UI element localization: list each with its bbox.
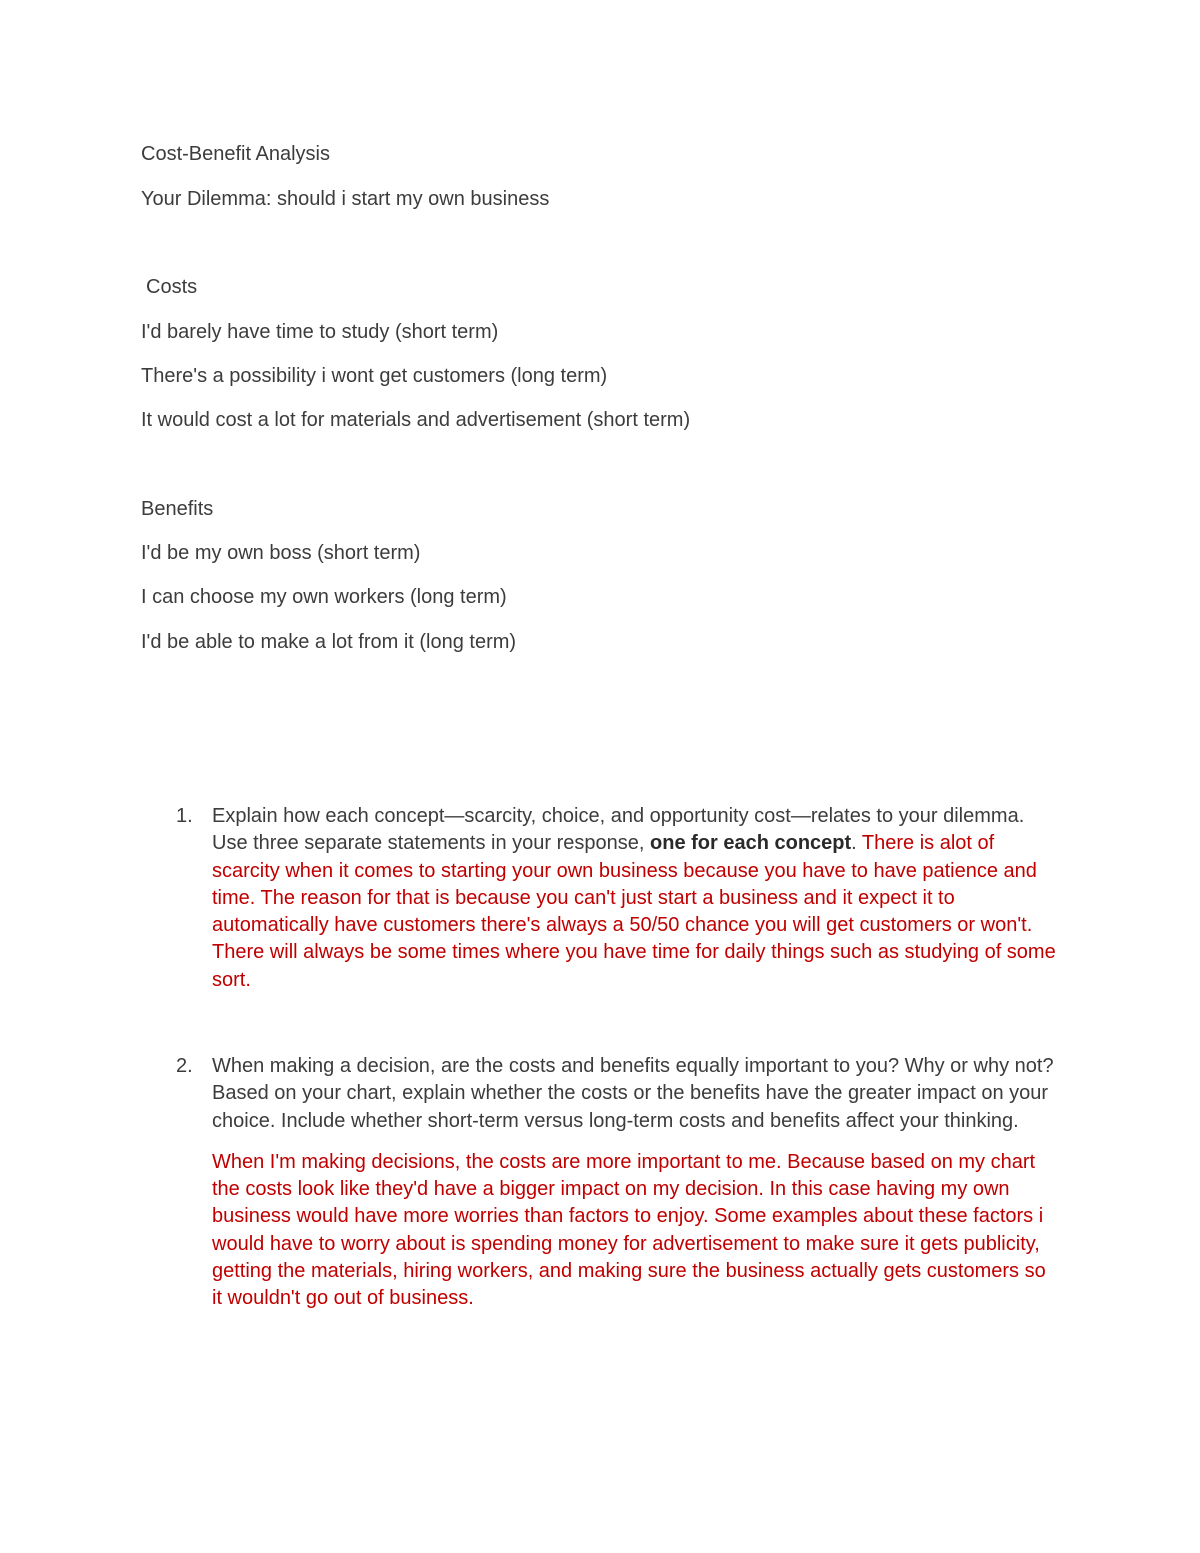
question-number: 2.	[176, 1055, 193, 1077]
document-title: Cost-Benefit Analysis	[141, 143, 330, 165]
benefit-item: I'd be my own boss (short term)	[141, 542, 421, 564]
question-prompt: When making a decision, are the costs and benefits equally important to you? Why or why not? Based on your chart, explain whether the costs or the benefits have the greater impact on your choice. Include whether short-term versus long-term costs and benefits affect your thinking.	[212, 1055, 1054, 1132]
question-prompt-bold: one for each concept	[650, 832, 852, 855]
question-prompt: Explain how each concept—scarcity, choice, and opportunity cost—relates to your dilemma. Use three separate statements in your response,	[212, 805, 1025, 855]
cost-item: I'd barely have time to study (short term)	[141, 321, 499, 343]
question-list-2	[176, 1053, 1056, 1313]
cost-item: It would cost a lot for materials and advertisement (short term)	[141, 409, 691, 431]
benefit-item: I'd be able to make a lot from it (long term)	[141, 631, 517, 653]
cost-item: There's a possibility i wont get customers (long term)	[141, 365, 608, 387]
benefits-heading: Benefits	[141, 498, 214, 520]
question-item	[176, 803, 1056, 994]
answer-text: When I'm making decisions, the costs are more important to me. Because based on my chart the costs look like they'd have a bigger impact on my decision. In this case having my own business would have more worries than factors to enjoy. Some examples about these factors i would have to worry about is spending money for advertisement to make sure it gets publicity, getting the materials, hiring workers, and making sure the business actually gets customers so it wouldn't go out of business.	[212, 1150, 1046, 1310]
answer-text: There is alot of scarcity when it comes to starting your own business because you have to have patience and time. The reason for that is because you can't just start a business and it expect it to automatically have customers there's always a 50/50 chance you will get customers or won't. There will always be some times where you have time for daily things such as studying of some sort.	[212, 832, 1056, 991]
costs-heading: Costs	[146, 276, 198, 298]
question-list-1	[176, 803, 1056, 994]
question-number: 1.	[176, 805, 193, 827]
question-prompt-end: .	[851, 832, 857, 855]
dilemma-line: Your Dilemma: should i start my own business	[141, 188, 550, 210]
benefit-item: I can choose my own workers (long term)	[141, 586, 507, 608]
question-item	[176, 1053, 1056, 1313]
